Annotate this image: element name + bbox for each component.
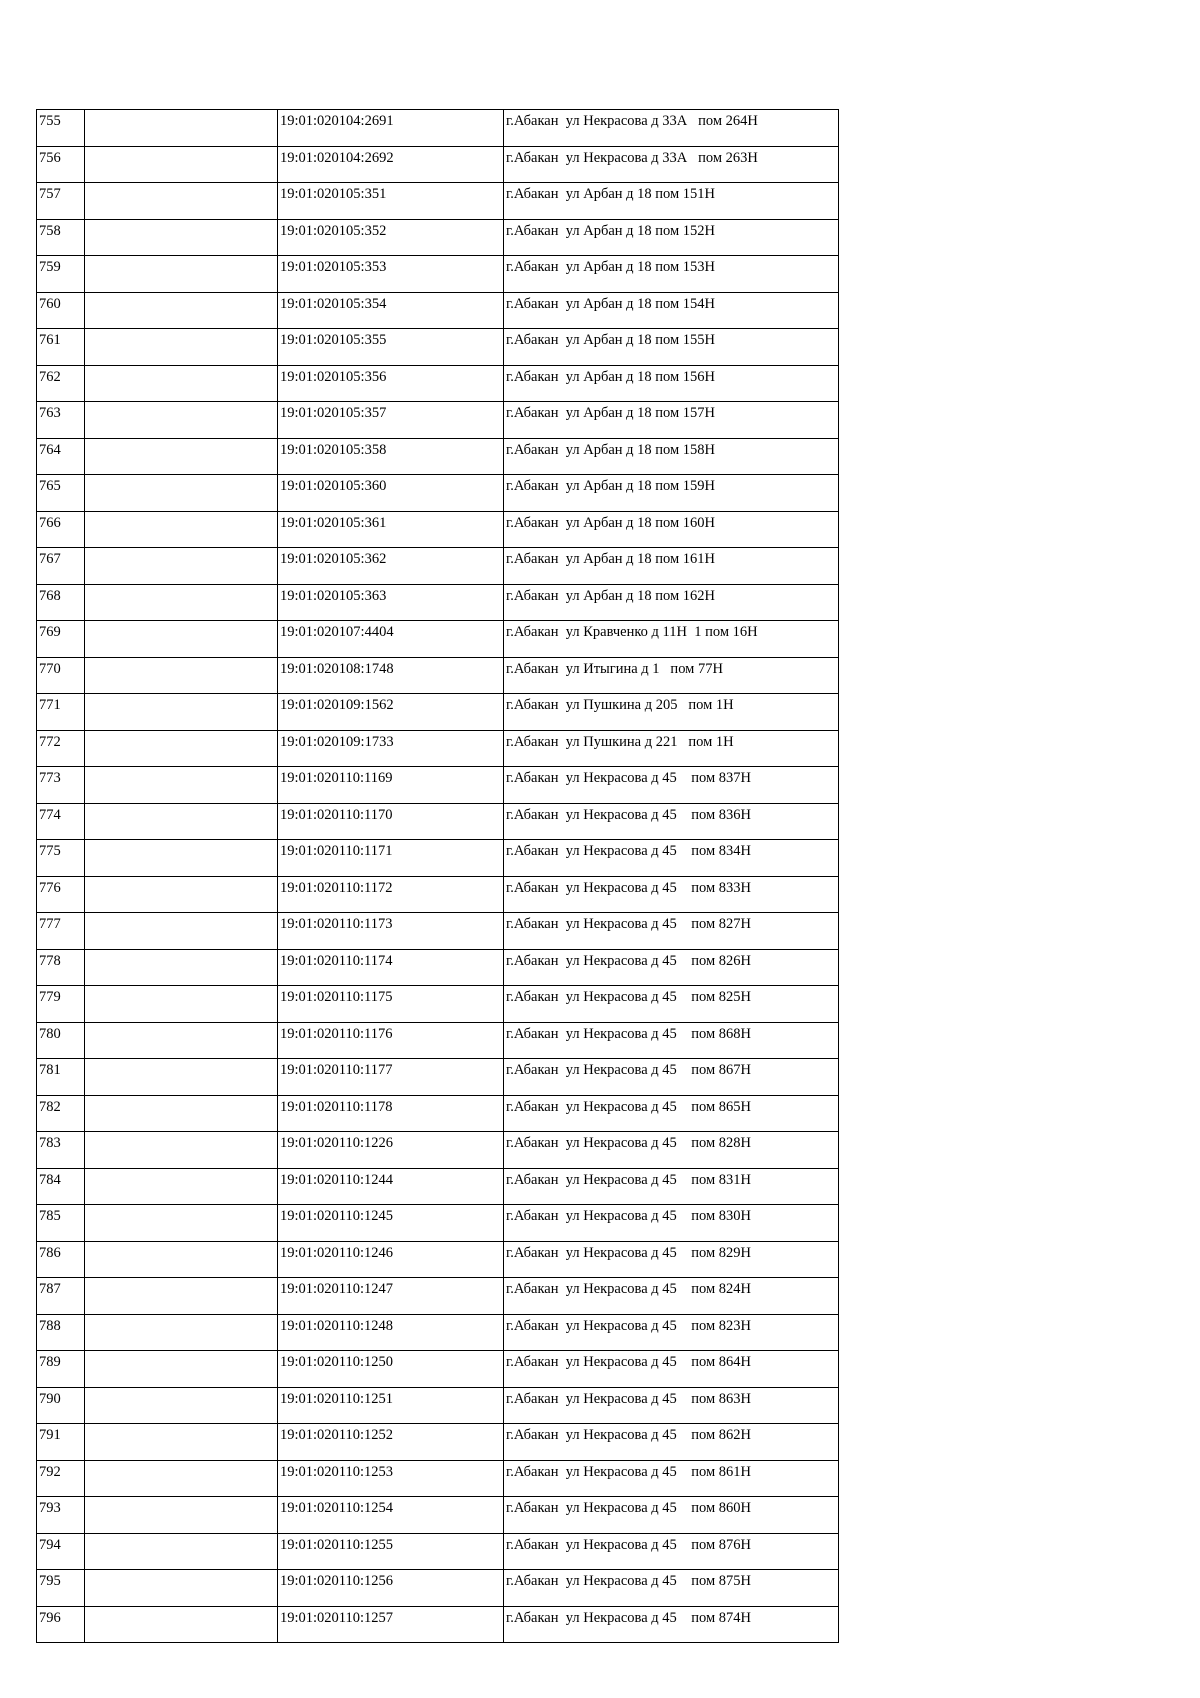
name-cell [85, 1168, 278, 1205]
table-row [37, 219, 839, 256]
row-number-cell: 783 [37, 1132, 85, 1169]
table-row [37, 146, 839, 183]
name-cell [85, 511, 278, 548]
table-row [37, 694, 839, 731]
row-number-cell: 775 [37, 840, 85, 877]
row-number-cell: 768 [37, 584, 85, 621]
table-row [37, 1241, 839, 1278]
row-number-cell: 794 [37, 1533, 85, 1570]
row-number-cell: 759 [37, 256, 85, 293]
row-number-cell: 757 [37, 183, 85, 220]
address-cell: г.Абакан ул Некрасова д 45 пом 862Н [504, 1424, 839, 1461]
cadastral-number-cell: 19:01:020110:1226 [278, 1132, 504, 1169]
name-cell [85, 840, 278, 877]
cadastral-number-cell: 19:01:020105:361 [278, 511, 504, 548]
cadastral-number-cell: 19:01:020104:2691 [278, 110, 504, 147]
table-row [37, 329, 839, 366]
table-body [37, 110, 839, 1643]
row-number-cell: 764 [37, 438, 85, 475]
address-cell: г.Абакан ул Арбан д 18 пом 154Н [504, 292, 839, 329]
name-cell [85, 256, 278, 293]
name-cell [85, 803, 278, 840]
cadastral-number-cell: 19:01:020110:1248 [278, 1314, 504, 1351]
address-cell: г.Абакан ул Некрасова д 45 пом 833Н [504, 876, 839, 913]
name-cell [85, 146, 278, 183]
cadastral-number-cell: 19:01:020110:1245 [278, 1205, 504, 1242]
row-number-cell: 763 [37, 402, 85, 439]
name-cell [85, 110, 278, 147]
address-cell: г.Абакан ул Арбан д 18 пом 152Н [504, 219, 839, 256]
name-cell [85, 1022, 278, 1059]
address-cell: г.Абакан ул Арбан д 18 пом 162Н [504, 584, 839, 621]
table-row [37, 475, 839, 512]
row-number-cell: 791 [37, 1424, 85, 1461]
table-row [37, 840, 839, 877]
cadastral-number-cell: 19:01:020105:353 [278, 256, 504, 293]
row-number-cell: 773 [37, 767, 85, 804]
cadastral-number-cell: 19:01:020110:1246 [278, 1241, 504, 1278]
address-cell: г.Абакан ул Кравченко д 11Н 1 пом 16Н [504, 621, 839, 658]
cadastral-number-cell: 19:01:020105:354 [278, 292, 504, 329]
address-cell: г.Абакан ул Некрасова д 45 пом 823Н [504, 1314, 839, 1351]
name-cell [85, 1351, 278, 1388]
name-cell [85, 1387, 278, 1424]
address-cell: г.Абакан ул Арбан д 18 пом 156Н [504, 365, 839, 402]
name-cell [85, 1132, 278, 1169]
table-row [37, 730, 839, 767]
table-row [37, 876, 839, 913]
name-cell [85, 183, 278, 220]
cadastral-number-cell: 19:01:020110:1175 [278, 986, 504, 1023]
table-row [37, 1497, 839, 1534]
address-cell: г.Абакан ул Арбан д 18 пом 161Н [504, 548, 839, 585]
table-row [37, 1387, 839, 1424]
name-cell [85, 657, 278, 694]
address-cell: г.Абакан ул Некрасова д 45 пом 868Н [504, 1022, 839, 1059]
row-number-cell: 761 [37, 329, 85, 366]
table-row [37, 1314, 839, 1351]
table-row [37, 1205, 839, 1242]
row-number-cell: 792 [37, 1460, 85, 1497]
row-number-cell: 795 [37, 1570, 85, 1607]
row-number-cell: 776 [37, 876, 85, 913]
address-cell: г.Абакан ул Некрасова д 45 пом 834Н [504, 840, 839, 877]
table-row [37, 1132, 839, 1169]
row-number-cell: 787 [37, 1278, 85, 1315]
table-row [37, 1606, 839, 1643]
table-row [37, 438, 839, 475]
row-number-cell: 758 [37, 219, 85, 256]
address-cell: г.Абакан ул Некрасова д 45 пом 876Н [504, 1533, 839, 1570]
address-cell: г.Абакан ул Арбан д 18 пом 158Н [504, 438, 839, 475]
table-row [37, 548, 839, 585]
cadastral-number-cell: 19:01:020110:1252 [278, 1424, 504, 1461]
cadastral-number-cell: 19:01:020110:1176 [278, 1022, 504, 1059]
cadastral-number-cell: 19:01:020110:1173 [278, 913, 504, 950]
row-number-cell: 790 [37, 1387, 85, 1424]
table-row [37, 803, 839, 840]
cadastral-number-cell: 19:01:020105:352 [278, 219, 504, 256]
address-cell: г.Абакан ул Некрасова д 45 пом 831Н [504, 1168, 839, 1205]
row-number-cell: 755 [37, 110, 85, 147]
name-cell [85, 329, 278, 366]
table-row [37, 511, 839, 548]
address-cell: г.Абакан ул Некрасова д 45 пом 828Н [504, 1132, 839, 1169]
row-number-cell: 780 [37, 1022, 85, 1059]
row-number-cell: 788 [37, 1314, 85, 1351]
cadastral-number-cell: 19:01:020104:2692 [278, 146, 504, 183]
row-number-cell: 782 [37, 1095, 85, 1132]
address-cell: г.Абакан ул Пушкина д 205 пом 1Н [504, 694, 839, 731]
cadastral-number-cell: 19:01:020105:357 [278, 402, 504, 439]
name-cell [85, 1460, 278, 1497]
row-number-cell: 785 [37, 1205, 85, 1242]
name-cell [85, 1278, 278, 1315]
row-number-cell: 765 [37, 475, 85, 512]
name-cell [85, 292, 278, 329]
table-row [37, 913, 839, 950]
table-row [37, 1059, 839, 1096]
cadastral-number-cell: 19:01:020110:1251 [278, 1387, 504, 1424]
address-cell: г.Абакан ул Некрасова д 45 пом 836Н [504, 803, 839, 840]
table-row [37, 183, 839, 220]
row-number-cell: 796 [37, 1606, 85, 1643]
address-cell: г.Абакан ул Некрасова д 45 пом 830Н [504, 1205, 839, 1242]
cadastral-number-cell: 19:01:020109:1733 [278, 730, 504, 767]
cadastral-number-cell: 19:01:020109:1562 [278, 694, 504, 731]
table-row [37, 621, 839, 658]
name-cell [85, 730, 278, 767]
row-number-cell: 789 [37, 1351, 85, 1388]
name-cell [85, 1059, 278, 1096]
row-number-cell: 778 [37, 949, 85, 986]
table-row [37, 292, 839, 329]
cadastral-number-cell: 19:01:020110:1256 [278, 1570, 504, 1607]
row-number-cell: 756 [37, 146, 85, 183]
address-cell: г.Абакан ул Некрасова д 45 пом 867Н [504, 1059, 839, 1096]
name-cell [85, 1606, 278, 1643]
address-cell: г.Абакан ул Некрасова д 45 пом 861Н [504, 1460, 839, 1497]
cadastral-number-cell: 19:01:020105:356 [278, 365, 504, 402]
address-cell: г.Абакан ул Арбан д 18 пом 155Н [504, 329, 839, 366]
name-cell [85, 1424, 278, 1461]
row-number-cell: 770 [37, 657, 85, 694]
table-row [37, 1278, 839, 1315]
row-number-cell: 793 [37, 1497, 85, 1534]
row-number-cell: 777 [37, 913, 85, 950]
table-row [37, 256, 839, 293]
table-row [37, 110, 839, 147]
name-cell [85, 1497, 278, 1534]
row-number-cell: 774 [37, 803, 85, 840]
cadastral-number-cell: 19:01:020110:1247 [278, 1278, 504, 1315]
address-cell: г.Абакан ул Арбан д 18 пом 159Н [504, 475, 839, 512]
cadastral-number-cell: 19:01:020105:358 [278, 438, 504, 475]
address-cell: г.Абакан ул Некрасова д 45 пом 865Н [504, 1095, 839, 1132]
cadastral-number-cell: 19:01:020110:1254 [278, 1497, 504, 1534]
cadastral-number-cell: 19:01:020110:1257 [278, 1606, 504, 1643]
address-cell: г.Абакан ул Некрасова д 45 пом 824Н [504, 1278, 839, 1315]
cadastral-number-cell: 19:01:020110:1170 [278, 803, 504, 840]
name-cell [85, 219, 278, 256]
table-row [37, 1022, 839, 1059]
row-number-cell: 781 [37, 1059, 85, 1096]
address-cell: г.Абакан ул Некрасова д 45 пом 863Н [504, 1387, 839, 1424]
address-cell: г.Абакан ул Арбан д 18 пом 160Н [504, 511, 839, 548]
name-cell [85, 1314, 278, 1351]
address-cell: г.Абакан ул Арбан д 18 пом 153Н [504, 256, 839, 293]
cadastral-number-cell: 19:01:020105:363 [278, 584, 504, 621]
table-row [37, 402, 839, 439]
row-number-cell: 779 [37, 986, 85, 1023]
name-cell [85, 1241, 278, 1278]
address-cell: г.Абакан ул Некрасова д 45 пом 837Н [504, 767, 839, 804]
row-number-cell: 784 [37, 1168, 85, 1205]
name-cell [85, 986, 278, 1023]
cadastral-number-cell: 19:01:020110:1169 [278, 767, 504, 804]
address-cell: г.Абакан ул Некрасова д 45 пом 826Н [504, 949, 839, 986]
name-cell [85, 584, 278, 621]
cadastral-number-cell: 19:01:020110:1171 [278, 840, 504, 877]
name-cell [85, 548, 278, 585]
address-cell: г.Абакан ул Пушкина д 221 пом 1Н [504, 730, 839, 767]
row-number-cell: 786 [37, 1241, 85, 1278]
cadastral-number-cell: 19:01:020110:1172 [278, 876, 504, 913]
name-cell [85, 767, 278, 804]
address-cell: г.Абакан ул Итыгина д 1 пом 77Н [504, 657, 839, 694]
row-number-cell: 766 [37, 511, 85, 548]
table-row [37, 767, 839, 804]
table-row [37, 365, 839, 402]
table-row [37, 1570, 839, 1607]
cadastral-number-cell: 19:01:020110:1178 [278, 1095, 504, 1132]
table-row [37, 1460, 839, 1497]
cadastral-number-cell: 19:01:020110:1244 [278, 1168, 504, 1205]
address-cell: г.Абакан ул Арбан д 18 пом 151Н [504, 183, 839, 220]
table-row [37, 1424, 839, 1461]
name-cell [85, 1570, 278, 1607]
name-cell [85, 1533, 278, 1570]
name-cell [85, 913, 278, 950]
cadastral-number-cell: 19:01:020110:1250 [278, 1351, 504, 1388]
property-table [36, 109, 839, 1643]
cadastral-number-cell: 19:01:020108:1748 [278, 657, 504, 694]
table-row [37, 986, 839, 1023]
name-cell [85, 694, 278, 731]
address-cell: г.Абакан ул Некрасова д 45 пом 860Н [504, 1497, 839, 1534]
address-cell: г.Абакан ул Некрасова д 45 пом 827Н [504, 913, 839, 950]
address-cell: г.Абакан ул Арбан д 18 пом 157Н [504, 402, 839, 439]
name-cell [85, 1095, 278, 1132]
row-number-cell: 772 [37, 730, 85, 767]
address-cell: г.Абакан ул Некрасова д 45 пом 864Н [504, 1351, 839, 1388]
table-row [37, 1168, 839, 1205]
address-cell: г.Абакан ул Некрасова д 45 пом 874Н [504, 1606, 839, 1643]
name-cell [85, 1205, 278, 1242]
name-cell [85, 475, 278, 512]
cadastral-number-cell: 19:01:020110:1177 [278, 1059, 504, 1096]
name-cell [85, 949, 278, 986]
name-cell [85, 365, 278, 402]
row-number-cell: 767 [37, 548, 85, 585]
row-number-cell: 760 [37, 292, 85, 329]
cadastral-number-cell: 19:01:020107:4404 [278, 621, 504, 658]
cadastral-number-cell: 19:01:020110:1174 [278, 949, 504, 986]
table-row [37, 1351, 839, 1388]
name-cell [85, 876, 278, 913]
address-cell: г.Абакан ул Некрасова д 45 пом 829Н [504, 1241, 839, 1278]
cadastral-number-cell: 19:01:020110:1253 [278, 1460, 504, 1497]
address-cell: г.Абакан ул Некрасова д 33А пом 264Н [504, 110, 839, 147]
table-row [37, 949, 839, 986]
row-number-cell: 762 [37, 365, 85, 402]
table-row [37, 657, 839, 694]
table-row [37, 1095, 839, 1132]
name-cell [85, 621, 278, 658]
table-row [37, 1533, 839, 1570]
address-cell: г.Абакан ул Некрасова д 33А пом 263Н [504, 146, 839, 183]
name-cell [85, 402, 278, 439]
cadastral-number-cell: 19:01:020105:360 [278, 475, 504, 512]
cadastral-number-cell: 19:01:020105:355 [278, 329, 504, 366]
cadastral-number-cell: 19:01:020105:351 [278, 183, 504, 220]
table-row [37, 584, 839, 621]
cadastral-number-cell: 19:01:020110:1255 [278, 1533, 504, 1570]
row-number-cell: 771 [37, 694, 85, 731]
row-number-cell: 769 [37, 621, 85, 658]
address-cell: г.Абакан ул Некрасова д 45 пом 825Н [504, 986, 839, 1023]
name-cell [85, 438, 278, 475]
cadastral-number-cell: 19:01:020105:362 [278, 548, 504, 585]
address-cell: г.Абакан ул Некрасова д 45 пом 875Н [504, 1570, 839, 1607]
